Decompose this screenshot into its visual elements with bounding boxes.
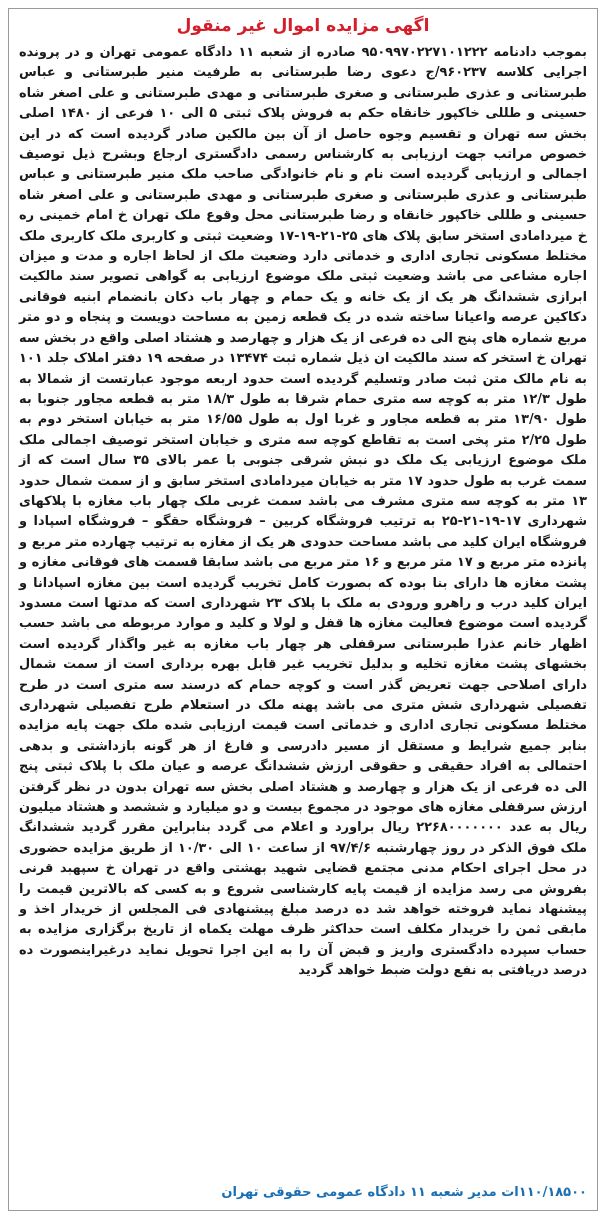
notice-panel <box>8 8 598 1211</box>
notice-footer: ۱۱۰/۱۸۵۰۰ات مدیر شعبه ۱۱ دادگاه عمومی حقوقی تهران <box>221 1185 587 1200</box>
notice-body: بموجب دادنامه ۹۵۰۹۹۷۰۲۲۷۱۰۱۲۲۲ صادره از شعبه ۱۱ دادگاه عمومی تهران و در پرونده اجرایی کلاسه ۹۶۰۲۳۷/ج دعوی رضا طبرستانی به طرفیت منیر طبرستانی و عباس طبرستانی و عذری طبرستانی و صغری طبرستانی و مهدی طبرستانی و علی اصغر شاه حسینی و طللی خاکپور خانقاه حکم به فروش پلاک ثبتی ۵ الی ۱۰ فرعی از ۱۴۸۰ اصلی بخش سه تهران و تقسیم وجوه حاصل از آن بین مالکین صادر گردیده است که در این خصوص مراتب جهت ارزیابی به کارشناس رسمی دادگستری ارجاع وبشرح ذیل توصیف اجمالی و ارزیابی گردیده است نام و نام خانوادگی صاحب ملک منیر طبرستانی و عباس طبرستانی و عذری طبرستانی و صغری طبرستانی و مهدی طبرستانی و علی اصغر شاه حسینی و طللی خاکپور خانقاه و رضا طبرستانی محل وقوع ملک تهران خ امام خمینی ره خ میردامادی استخر سابق پلاک های ۲۵-۲۱-۱۹-۱۷ وضعیت ثبتی و کاربری ملک کاربری ملک مختلط مسکونی تجاری اداری و خدماتی دارد وضعیت ملک از لحاظ اجاره و مدت و میزان اجاره مشاعی می باشد وضعیت ثبتی ملک موضوع ارزیابی به گواهی تصویر سند مالکیت ابرازی ششدانگ هر یک از یک خانه و یک حمام و چهار باب دکان بانضمام ابنیه فوقانی دکاکین عرصه واعیانا ساخته شده در یک قطعه زمین به مساحت دویست و پنجاه و دو متر مربع شماره های پنج الی ده فرعی از یک هزار و چهارصد و هشتاد اصلی واقع در بخش سه تهران خ استخر که سند مالکیت ان ذیل شماره ثبت ۱۳۴۷۴ در صفحه ۱۹ دفتر املاک جلد ۱۰۱ به نام مالک متن ثبت صادر وتسلیم گردیده است حدود اربعه موجود عبارتست از شمالا به طول ۱۲/۳ متر به کوچه سه متری حمام شرقا به طول ۱۸/۳ متر به قطعه مجاور جنوبا به طول ۱۳/۹۰ متر به قطعه مجاور و غربا اول به طول ۱۶/۵۵ متر به خیابان استخر دوم به طول ۲/۲۵ متر پخی است به تقاطع کوچه سه متری و خیابان استخر توصیف اجمالی ملک ملک موضوع ارزیابی یک ملک دو نبش شرقی جنوبی با عمر بالای ۳۵ سال است که از سمت غرب به طول حدود ۱۷ متر به خیابان میردامادی استخر سابق و از سمت شمال حدود ۱۳ متر به کوچه سه متری مشرف می باشد سمت غربی ملک چهار باب مغازه با پلاکهای شهرداری ۱۷-۱۹-۲۱-۲۵ به ترتیب فروشگاه کربین – فروشگاه حقگو – فروشگاه اسپادا و فروشگاه ایران کلید می باشد مساحت حدودی هر یک از مغازه به ترتیب چهارده متر مربع و پانزده متر مربع و ۱۷ متر مربع و ۱۶ متر مربع می باشد سابقا قسمت های فوقانی مغازه و پشت مغازه ها دارای بنا بوده که بصورت کامل تخریب گردیده است بین مغازه اسپادانا و ایران کلید درب و راهرو ورودی به ملک با پلاک ۲۳ شهرداری است که مدتها است مسدود گردیده است موضوع فعالیت مغازه ها قفل و لولا و کلید و موارد مربوطه می باشد حسب اظهار خانم عذرا طبرستانی سرقفلی هر چهار باب مغازه به غیر واگذار گردیده است بخشهای پشت مغازه تخلیه و بدلیل تخریب غیر قابل بهره برداری است از سمت شمال دارای اصلاحی جهت تعریض گذر است و کوچه حمام که درسند سه متری است در طرح تفصیلی شهرداری شش متری می باشد پهنه ملک در استعلام طرح تفصیلی شهرداری مختلط مسکونی تجاری اداری و خدماتی است قیمت ارزیابی شده ملک جهت پایه مزایده بنابر جمیع شرایط و مستقل از مسیر دادرسی و فارغ از هر گونه بازداشتی و بدهی احتمالی به افراد حقیقی و حقوقی ارزش ششدانگ عرصه و عیان ملک با پلاک ثبتی پنج الی ده فرعی از یک هزار و چهارصد و هشتاد اصلی بخش سه تهران بدون در نظر گرفتن ارزش سرقفلی مغازه های موجود در مجموع بیست و دو میلیارد و ششصد و هشتاد میلیون ریال به عدد ۲۲۶۸۰۰۰۰۰۰۰ ریال براورد و اعلام می گردد بنابراین مقرر گردید ششدانگ ملک فوق الذکر در روز چهارشنبه ۹۷/۴/۶ از ساعت ۱۰ الی ۱۰/۳۰ از طریق مزایده حضوری در محل اجرای احکام مدنی مجتمع قضایی شهید بهشتی واقع در تهران خ سپهبد قرنی بفروش می رسد مزایده از قیمت پایه کارشناسی شروع و به کسی که بالاترین قیمت را پیشنهاد نماید فروخته خواهد شد ده درصد مبلغ پیشنهادی فی المجلس از خریدار اخذ و مابقی ثمن را خریدار مکلف است حداکثر ظرف مهلت یکماه از تاریخ برگزاری مزایده به حساب سپرده دادگستری واریز و قبض آن را به این اجرا تحویل نماید درغیراینصورت ده درصد دریافتی به نفع دولت ضبط خواهد گردید <box>19 45 588 979</box>
notice-title: اگهی مزایده اموال غیر منقول <box>176 16 430 36</box>
